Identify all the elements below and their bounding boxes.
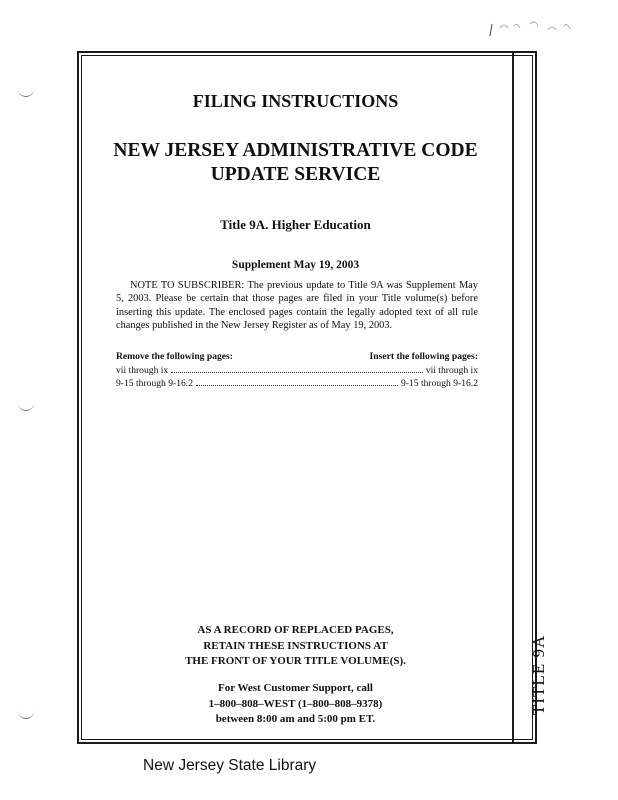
subscriber-note-text: NOTE TO SUBSCRIBER: The previous update to Title 9A was Supplement May 5, 2003. Please be certain that those pages are filed in your Title volume(s) before inserting this update. The enclosed pages contain the legally adopted text of all rule changes published in the New Jersey Register as of May 19, 2003. [116,280,478,331]
record-line: RETAIN THESE INSTRUCTIONS AT [203,639,388,652]
punch-hole-mark-bottom [18,708,34,719]
library-stamp: New Jersey State Library [143,757,317,774]
insert-pages-value: vii through ix [425,364,478,376]
subscriber-note [116,279,478,332]
page-table-row [116,364,478,378]
spine-divider [512,53,514,742]
code-title-line2: UPDATE SERVICE [210,164,381,185]
spine-title-label: TITLE 9A [529,634,548,715]
remove-pages-value: vii through ix [116,364,169,376]
page-table-header [116,351,478,364]
insert-pages-value: 9-15 through 9-16.2 [400,378,478,389]
supplement-date: Supplement May 19, 2003 [231,259,360,271]
remove-pages-header: Remove the following pages: [116,351,233,362]
dot-leader [196,377,398,386]
code-title-line1: NEW JERSEY ADMINISTRATIVE CODE [113,140,478,161]
page-frame [77,51,548,744]
support-hours: between 8:00 am and 5:00 pm ET. [215,713,376,725]
record-instruction [79,623,512,670]
scan-smudge [478,16,588,40]
support-line: For West Customer Support, call [218,682,373,694]
support-phone: 1–800–808–WEST (1–800–808–9378) [208,697,383,710]
dot-leader [171,364,423,373]
punch-hole-mark-top [18,86,34,97]
page-heading: FILING INSTRUCTIONS [192,91,399,111]
page-replacement-table [116,351,478,391]
title-section: Title 9A. Higher Education [220,217,371,232]
remove-pages-value: 9-15 through 9-16.2 [116,378,194,389]
code-title [79,139,512,187]
record-line: AS A RECORD OF REPLACED PAGES, [197,624,394,636]
record-line: THE FRONT OF YOUR TITLE VOLUME(S). [185,655,406,667]
page-table-row [116,377,478,391]
customer-support [79,681,512,728]
punch-hole-mark-middle [18,400,34,411]
insert-pages-header: Insert the following pages: [369,351,478,362]
